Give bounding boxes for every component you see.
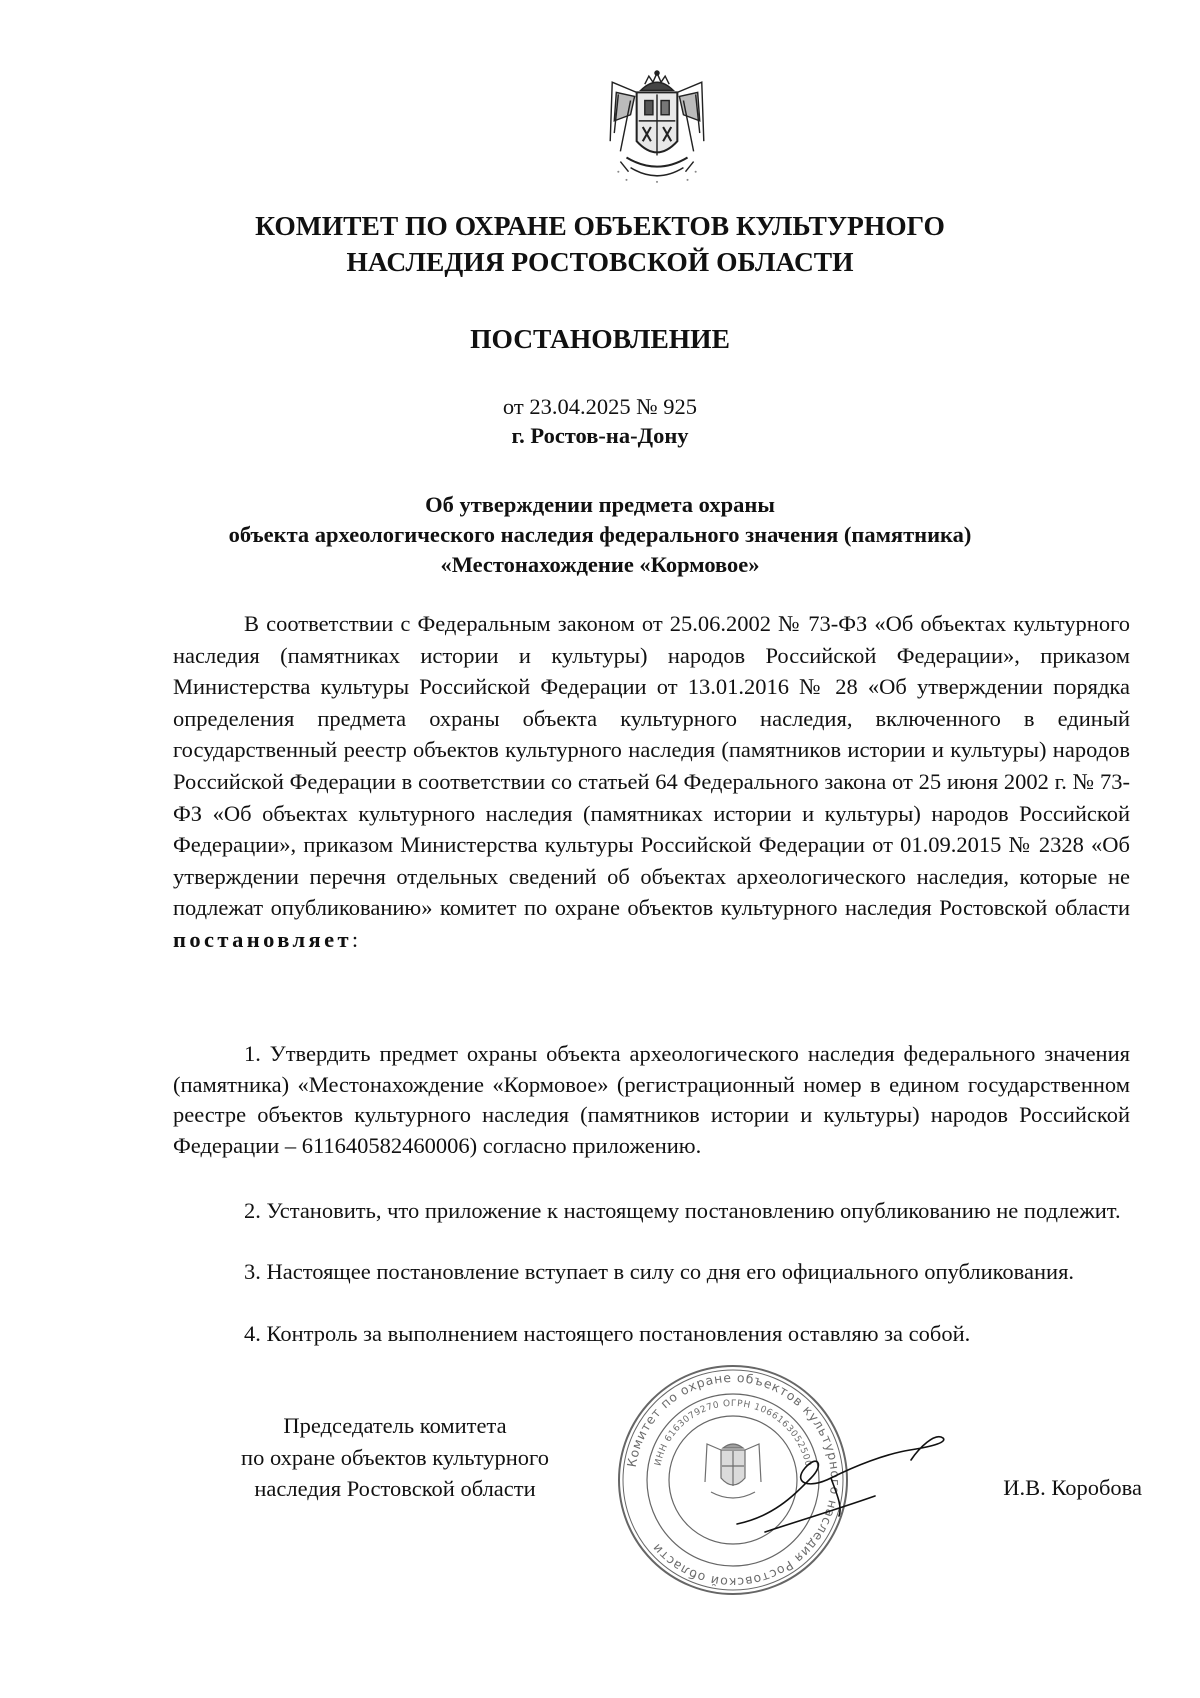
subject-line-1: Об утверждении предмета охраны — [425, 492, 775, 517]
document-type-heading: ПОСТАНОВЛЕНИЕ — [470, 323, 730, 354]
decree-item-4: 4. Контроль за выполнением настоящего постановления оставляю за собой. — [244, 1321, 971, 1346]
decree-item-2: 2. Установить, что приложение к настоящему постановлению опубликованию не подлежит. — [244, 1198, 1121, 1223]
preamble-text: В соответствии с Федеральным законом от 25.06.2002 № 73-ФЗ «Об объектах культурного наследия (памятниках истории и культуры) народов Российской Федерации», приказом Министерства культуры Российской Федерации от 13.01.2016 № 28 «Об утверждении порядка определения предмета охраны объекта культурного наследия, включенного в единый государственный реестр объектов культурного наследия (памятников истории и культуры) народов Российской Федерации в соответствии со статьей 64 Федерального закона от 25 июня 2002 г. № 73-ФЗ «Об объектах культурного наследия (памятниках истории и культуры) народов Российской Федерации», приказом Министерства культуры Российской Федерации от 01.09.2015 № 2328 «Об утверждении перечня отдельных сведений об объектах археологического наследия, которые не подлежат опубликованию» комитет по охране объектов культурного наследия Ростовской области — [173, 611, 1130, 921]
signatory-title-line-3: наследия Ростовской области — [254, 1476, 536, 1501]
organization-name — [150, 208, 1050, 280]
seal-outer-text: Комитет по охране объектов культурного наследия Ростовской области — [623, 1369, 844, 1591]
decree-item-3: 3. Настоящее постановление вступает в силу со дня его официального опубликования. — [244, 1259, 1075, 1284]
document-subject — [120, 490, 1080, 580]
signatory-title-line-2: по охране объектов культурного — [241, 1444, 549, 1470]
signatory-name: И.В. Коробова — [1003, 1475, 1142, 1500]
seal-inner-text: ИНН 6163079270 ОГРН 1066163052500 — [653, 1398, 813, 1468]
signatory-title-line-1: Председатель комитета — [283, 1413, 507, 1438]
organization-line-2: НАСЛЕДИЯ РОСТОВСКОЙ ОБЛАСТИ — [346, 246, 854, 277]
document-city: г. Ростов-на-Дону — [511, 423, 689, 448]
resolution-word: постановляет — [173, 926, 352, 952]
document-date-number: от 23.04.2025 № 925 — [502, 394, 698, 419]
handwritten-signature-icon — [735, 1420, 960, 1550]
preamble-colon: : — [351, 926, 359, 952]
rostov-region-coat-of-arms-icon — [606, 70, 708, 188]
signatory-title — [170, 1410, 620, 1505]
subject-line-3: «Местонахождение «Кормовое» — [440, 552, 760, 577]
decree-item-1: 1. Утвердить предмет охраны объекта археологического наследия федерального значения (памятника) «Местонахождение «Кормовое» (регистрационный номер в едином государственном реестре объектов культурного наследия (памятников истории и культуры) народов Российской Федерации – 611640582460006) согласно приложению. — [173, 1041, 1130, 1158]
preamble-paragraph — [173, 608, 1130, 956]
subject-line-2: объекта археологического наследия федерального значения (памятника) — [228, 522, 972, 547]
organization-line-1: КОМИТЕТ ПО ОХРАНЕ ОБЪЕКТОВ КУЛЬТУРНОГО — [255, 210, 945, 241]
